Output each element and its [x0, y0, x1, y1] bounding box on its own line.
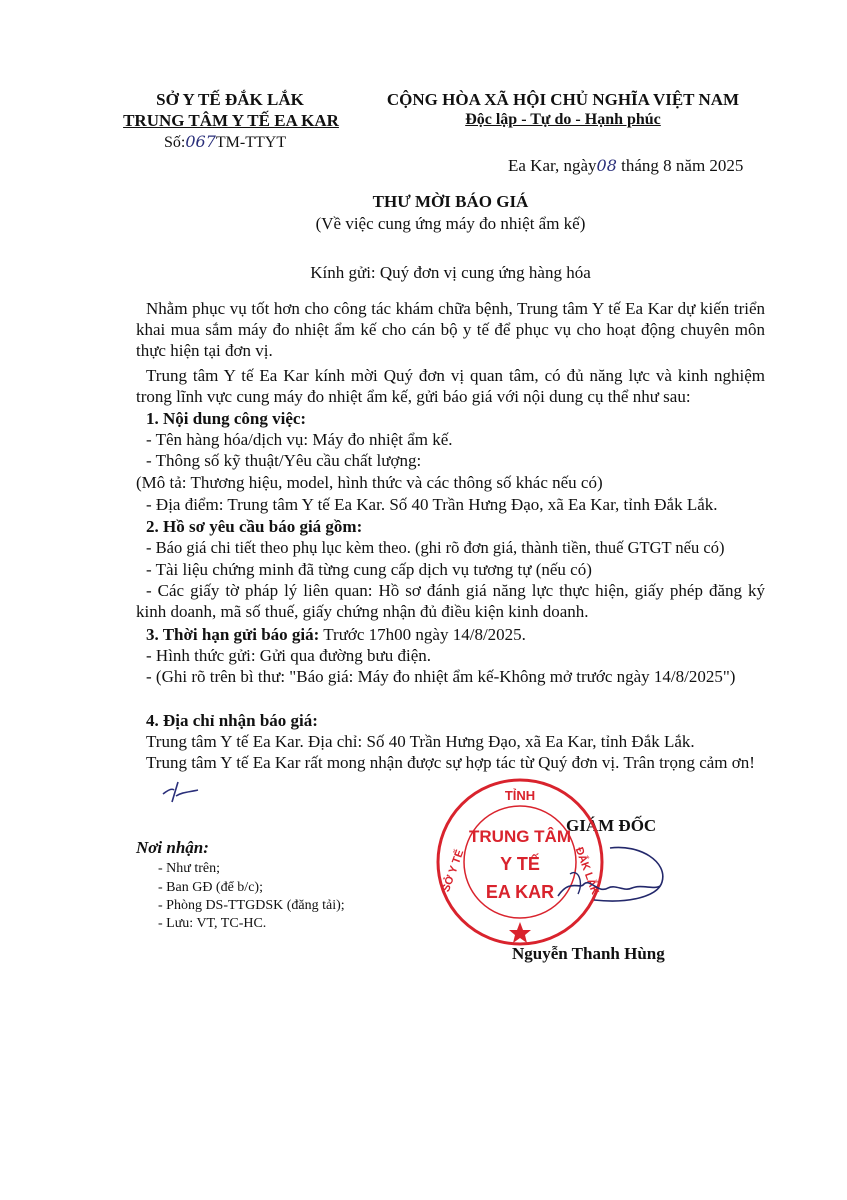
date-prefix: Ea Kar, ngày — [508, 156, 597, 175]
document-number-suffix: TM-TTYT — [215, 134, 287, 151]
country-name: CỘNG HÒA XÃ HỘI CHỦ NGHĨA VIỆT NAM — [386, 90, 740, 109]
section-1-item-location: - Địa điểm: Trung tâm Y tế Ea Kar. Số 40 Trần Hưng Đạo, xã Ea Kar, tỉnh Đắk Lắk. — [146, 495, 718, 514]
recipients-item: - Phòng DS-TTGDSK (đăng tải); — [158, 898, 345, 913]
recipients-item: - Lưu: VT, TC-HC. — [158, 916, 267, 931]
recipient-line: Kính gửi: Quý đơn vị cung ứng hàng hóa — [310, 263, 591, 282]
stamp-left-arc: SỞ Y TẾ — [440, 848, 467, 894]
handwritten-signature — [550, 838, 680, 918]
center-name — [102, 111, 360, 131]
document-number — [164, 132, 286, 152]
closing-paragraph: Trung tâm Y tế Ea Kar rất mong nhận được sự hợp tác từ Quý đơn vị. Trân trọng cảm ơn! — [146, 753, 755, 772]
section-1-title: 1. Nội dung công việc: — [146, 409, 307, 428]
stamp-line-1: TRUNG TÂM — [469, 827, 571, 846]
signer-name: Nguyễn Thanh Hùng — [512, 944, 665, 963]
section-4-address: Trung tâm Y tế Ea Kar. Địa chỉ: Số 40 Trần Hưng Đạo, xã Ea Kar, tỉnh Đắk Lắk. — [146, 732, 695, 751]
section-2-item-proof: - Tài liệu chứng minh đã từng cung cấp dịch vụ tương tự (nếu có) — [146, 560, 592, 579]
section-1-item-specs: - Thông số kỹ thuật/Yêu cầu chất lượng: — [146, 451, 422, 470]
recipients-item: - Như trên; — [158, 861, 221, 876]
section-3-value: Trước 17h00 ngày 14/8/2025. — [319, 625, 526, 644]
stamp-line-3: EA KAR — [485, 882, 555, 902]
recipients-item: - Ban GĐ (để b/c); — [158, 880, 263, 895]
date-day-handwritten: 08 — [596, 156, 617, 175]
center-name-text: TRUNG TÂM Y TẾ EA KAR — [123, 111, 339, 130]
motto-text: Độc lập - Tự do - Hạnh phúc — [465, 111, 661, 128]
section-1-item-description: (Mô tả: Thương hiệu, model, hình thức và các thông số khác nếu có) — [136, 473, 603, 492]
document-number-prefix: Số: — [164, 134, 186, 151]
stamp-right-arc: ĐẮK LẮK — [572, 845, 601, 897]
recipients-title: Nơi nhận: — [136, 838, 209, 857]
motto — [366, 111, 760, 129]
section-3-deadline — [146, 624, 526, 645]
intro-paragraph-1: Nhằm phục vụ tốt hơn cho công tác khám chữa bệnh, Trung tâm Y tế Ea Kar dự kiến triển khai mua sắm máy đo nhiệt ẩm kế cho cán bộ y tế để phục vụ cho hoạt động chuyên môn thực hiện tại đơn vị. — [136, 299, 765, 360]
document-subject: (Về việc cung ứng máy đo nhiệt ẩm kế) — [315, 214, 586, 233]
intro-paragraph-2: Trung tâm Y tế Ea Kar kính mời Quý đơn vị quan tâm, có đủ năng lực và kinh nghiệm trong lĩnh vực cung máy đo nhiệt ẩm kế, gửi báo giá với nội dung cụ thể như sau: — [136, 366, 765, 406]
section-3-title: 3. Thời hạn gửi báo giá: — [146, 625, 320, 644]
section-3-item-envelope-note: - (Ghi rõ trên bì thư: "Báo giá: Máy đo nhiệt ẩm kế-Không mở trước ngày 14/8/2025") — [146, 667, 736, 686]
section-3-item-method: - Hình thức gửi: Gửi qua đường bưu điện. — [146, 646, 431, 665]
stamp-line-2: Y TẾ — [500, 854, 540, 874]
department-name: SỞ Y TẾ ĐẮK LẮK — [156, 90, 304, 109]
signer-role: GIÁM ĐỐC — [566, 816, 657, 835]
section-2-item-legal: - Các giấy tờ pháp lý liên quan: Hồ sơ đánh giá năng lực thực hiện, giấy phép đăng ký kinh doanh, mã số thuế, giấy chứng nhận đủ điều kiện kinh doanh. — [136, 581, 765, 621]
date-suffix: tháng 8 năm 2025 — [616, 156, 744, 175]
section-2-title: 2. Hồ sơ yêu cầu báo giá gồm: — [146, 517, 363, 536]
document-title: THƯ MỜI BÁO GIÁ — [372, 192, 529, 211]
section-4-title: 4. Địa chỉ nhận báo giá: — [146, 711, 318, 730]
document-date — [508, 156, 743, 176]
document-number-handwritten: 067 — [185, 132, 216, 151]
section-1-item-goods: - Tên hàng hóa/dịch vụ: Máy đo nhiệt ẩm kế. — [146, 430, 453, 449]
stamp-top-text: TỈNH — [504, 788, 536, 803]
initial-mark — [160, 778, 206, 806]
section-2-item-quote: - Báo giá chi tiết theo phụ lục kèm theo. (ghi rõ đơn giá, thành tiền, thuế GTGT nếu có) — [146, 538, 725, 557]
